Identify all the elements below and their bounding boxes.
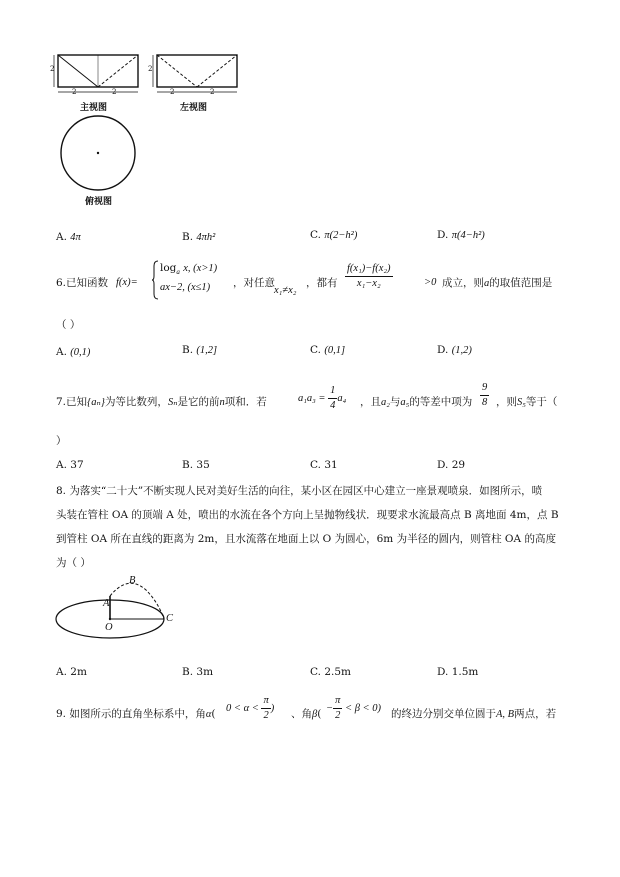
q8-fountain-figure — [54, 576, 179, 648]
q6-option-b[interactable]: B. (1,2] — [182, 344, 218, 356]
q7-option-b[interactable]: B. 35 — [182, 459, 210, 471]
q5-option-b[interactable]: B. 4πh² — [182, 231, 216, 243]
q6-case-1: $\log_a x$, (x>1) — [160, 262, 218, 277]
q8-label-a: A — [103, 598, 110, 609]
q7-option-d[interactable]: D. 29 — [437, 459, 466, 471]
q9-beta-range: − $\frac{\pi}{2}$ < β < 0) — [326, 695, 382, 721]
q8-stem-line-4: 为（ ） — [56, 557, 91, 569]
q6-stem-start: 6.已知函数 — [56, 277, 109, 289]
q8-option-c[interactable]: C. 2.5m — [310, 666, 351, 678]
q8-option-a[interactable]: A. 2m — [56, 666, 87, 678]
q8-option-d[interactable]: D. 1.5m — [437, 666, 479, 678]
q8-label-o: O — [105, 622, 113, 633]
q7-stem-part-3: ，则S₅等于（ — [496, 396, 558, 408]
q6-case-2: ax−2, (x≤1) — [160, 282, 211, 293]
top-view-figure — [58, 115, 138, 193]
q5-option-d[interactable]: D. π(4−h²) — [437, 229, 485, 241]
q9-stem-part-2: 、角β( — [291, 708, 322, 720]
q6-piecewise-brace — [152, 260, 160, 300]
q8-option-b[interactable]: B. 3m — [182, 666, 214, 678]
q6-greater-zero: >0 — [424, 277, 437, 288]
q8-stem-line-3: 到管柱 OA 所在直线的距离为 2m，且水流落在地面上以 O 为圆心，6m 为半径的圆内，则管柱 OA 的高度 — [56, 533, 556, 545]
q9-stem-part-1: 9. 如图所示的直角坐标系中，角α( — [56, 708, 216, 720]
q8-label-c: C — [166, 613, 174, 624]
q6-answer-paren: （ ） — [56, 319, 81, 331]
q8-stem-line-2: 头装在管柱 OA 的顶端 A 处，喷出的水流在各个方向上呈抛物线状．现要求水流最高点 B 离地面 4m，点 B — [56, 509, 559, 521]
q7-condition: a₁a₃ = $\frac{1}{4}$ a₄ — [298, 385, 347, 411]
q5-option-a[interactable]: A. 4π — [56, 231, 81, 243]
q7-stem-part-1: 7.已知{aₙ}为等比数列，Sₙ是它的前n项和．若 — [56, 396, 267, 408]
side-width-dim-1: 2 — [170, 88, 175, 96]
q8-stem-line-1: 8. 为落实“二十大”不断实现人民对美好生活的向往，某小区在园区中心建立一座景观喷泉．如图所示，喷 — [56, 485, 543, 497]
q6-any-text: ，对任意 — [233, 277, 275, 289]
q6-option-c[interactable]: C. (0,1] — [310, 344, 346, 356]
front-view-caption: 主视图 — [80, 103, 108, 113]
side-view-figure — [145, 50, 240, 100]
q7-stem-part-2: ，且a₂与a₅的等差中项为 — [360, 396, 473, 408]
q5-option-c[interactable]: C. π(2−h²) — [310, 229, 358, 241]
q6-condition: x₁≠x₂ — [274, 285, 297, 296]
q6-have-text: ，都有 — [306, 277, 338, 289]
front-view-figure — [50, 50, 145, 100]
front-height-dim: 2 — [50, 65, 55, 73]
q7-mean-value: $\frac{9}{8}$ — [482, 382, 488, 408]
q7-option-a[interactable]: A. 37 — [56, 459, 84, 471]
q7-option-c[interactable]: C. 31 — [310, 459, 338, 471]
q7-close-paren: ） — [56, 435, 67, 447]
q6-option-d[interactable]: D. (1,2) — [437, 344, 472, 356]
q6-stem-end: 成立，则a的取值范围是 — [442, 277, 553, 289]
q6-option-a[interactable]: A. (0,1) — [56, 346, 91, 358]
front-width-dim-2: 2 — [112, 88, 117, 96]
top-view-caption: 俯视图 — [85, 197, 113, 207]
front-width-dim-1: 2 — [72, 88, 77, 96]
side-view-caption: 左视图 — [180, 103, 208, 113]
q6-difference-quotient: $\frac{\text{f(x₁)−f(x₂)}}{\text{x₁−x₂}}$ — [347, 263, 391, 289]
side-width-dim-2: 2 — [210, 88, 215, 96]
side-height-dim: 2 — [148, 65, 153, 73]
q8-label-b: B — [129, 575, 136, 586]
q9-stem-part-3: 的终边分别交单位圆于A, B两点，若 — [391, 708, 557, 720]
q9-alpha-range: 0 < α < $\frac{\pi}{2}$ ) — [226, 695, 275, 721]
q6-function-name: f(x)= — [116, 277, 138, 288]
